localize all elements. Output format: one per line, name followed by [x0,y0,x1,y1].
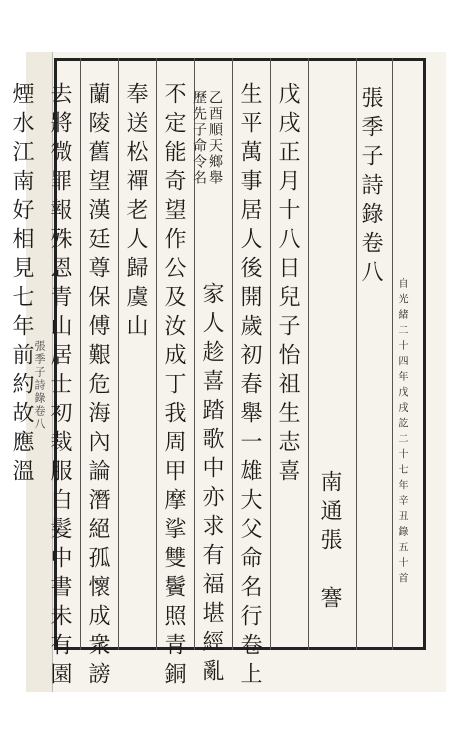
title-note: 自光緒二十四年戊戌訖二十七年辛丑錄五十首 [396,278,407,588]
text-column-3: 家人趁喜踏歌中亦求有福堪經亂 [199,282,224,688]
text-column-7: 去將微罪報殊恩青山居士初裁服白髮中書未有園 [47,82,72,691]
spine-label: 張季子詩錄卷八 [33,340,46,431]
column-3-note-left: 歷先子命令名 [191,90,207,186]
text-column-6: 蘭陵舊望漢廷尊保傅艱危海內論潛絕孤懷成衆謗 [85,82,110,691]
book-title: 張季子詩錄卷八 [358,86,383,289]
column-rule [118,58,119,650]
text-column-2: 生平萬事居人後開歲初春舉一雄大父命名行卷上 [237,82,262,691]
column-rule [270,58,271,650]
column-rule [392,58,393,650]
text-column-4: 不定能奇望作公及汝成丁我周甲摩挲雙鬢照青銅 [161,82,186,691]
column-rule [308,58,309,650]
text-column-5: 奉送松禪老人歸虞山 [123,82,148,343]
text-column-8: 煙水江南好相見七年前約故應溫 [9,82,34,488]
column-rule [80,58,81,650]
column-rule [356,58,357,650]
author-line: 南通張 謇 [317,470,342,615]
column-rule [156,58,157,650]
column-3-note-right: 乙酉順天鄉舉 [207,90,223,186]
text-column-1: 戊戌正月十八日兒子怡祖生志喜 [275,82,300,488]
column-rule [232,58,233,650]
